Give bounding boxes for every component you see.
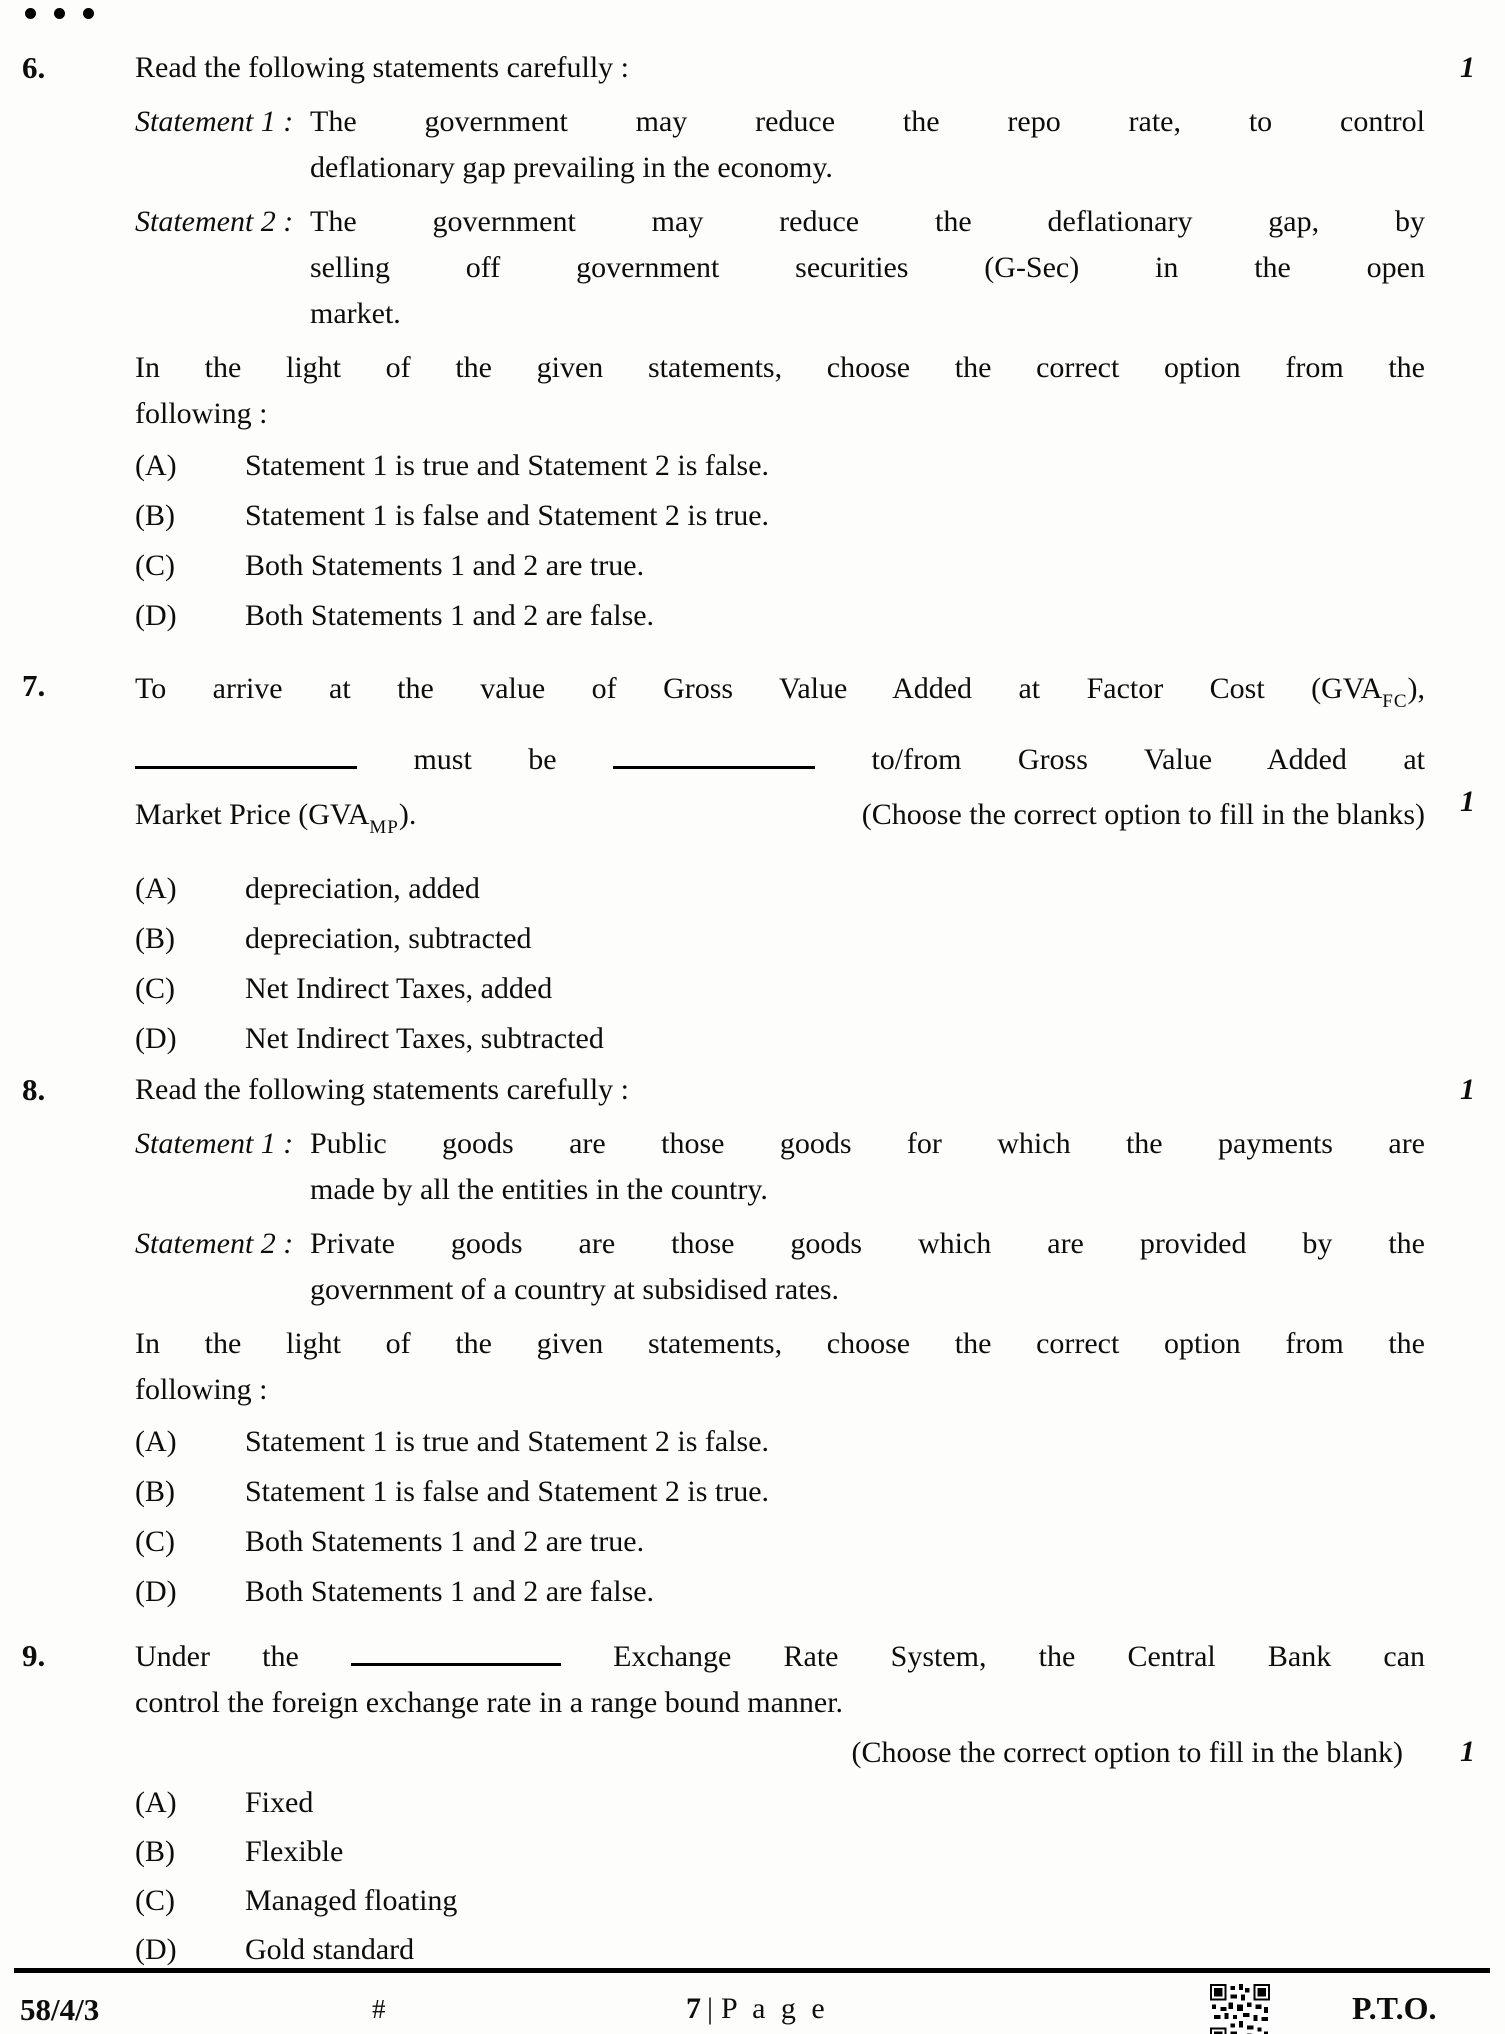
option-text: Both Statements 1 and 2 are true. [245, 1525, 645, 1558]
option-text: Statement 1 is false and Statement 2 is true. [245, 1475, 770, 1508]
statement-line: The government may reduce the deflationary gap, by [310, 205, 1425, 238]
statement-row [135, 1221, 1425, 1313]
fill-in-blank-line [135, 1633, 1425, 1680]
question-6 [0, 45, 1505, 643]
statement-text [310, 199, 1425, 337]
page-word: P a g e [721, 1992, 829, 2025]
question-number: 8. [22, 1072, 46, 1107]
option-text: Statement 1 is true and Statement 2 is false. [245, 1425, 770, 1458]
hash-separator: # [372, 1994, 386, 2024]
dot-icon [54, 8, 65, 19]
option-text: Managed floating [245, 1884, 458, 1917]
footer-rule [14, 1968, 1490, 1973]
question-marks: 1 [1460, 1735, 1475, 1768]
option-text: Net Indirect Taxes, subtracted [245, 1022, 604, 1055]
option-letter: (D) [135, 1933, 177, 1966]
question-7 [0, 663, 1505, 1066]
page-corner-dots-icon [25, 8, 94, 19]
statement-label: Statement 2 : [135, 1227, 294, 1260]
fill-blank-underline [613, 736, 815, 769]
question-9 [0, 1633, 1505, 1976]
option-row [135, 866, 1425, 912]
statement-label: Statement 1 : [135, 1127, 294, 1160]
option-text: Flexible [245, 1835, 344, 1868]
option-text: Statement 1 is true and Statement 2 is false. [245, 449, 770, 482]
closing-line: In the light of the given statements, choose the correct option from the [135, 1327, 1425, 1360]
statement-line: selling off government securities (G-Sec) in the open [310, 251, 1425, 284]
question-closing [135, 345, 1425, 437]
option-letter: (D) [135, 1575, 177, 1608]
option-row [135, 1829, 1425, 1875]
option-row [135, 916, 1425, 962]
option-row [135, 593, 1425, 639]
options-list [135, 866, 1425, 1062]
option-row [135, 1016, 1425, 1062]
option-text: Both Statements 1 and 2 are true. [245, 549, 645, 582]
question-text: Under the [135, 1640, 299, 1673]
fill-blank-underline [351, 1633, 561, 1666]
statement-text [310, 1221, 1425, 1313]
dot-icon [25, 8, 36, 19]
option-row [135, 966, 1425, 1012]
option-row [135, 1419, 1425, 1465]
option-letter: (C) [135, 549, 175, 582]
option-row [135, 1878, 1425, 1924]
statement-text [310, 1121, 1425, 1213]
question-closing [135, 1321, 1425, 1413]
statement-text [310, 99, 1425, 191]
closing-line: following : [135, 397, 268, 430]
question-number: 9. [22, 1638, 46, 1673]
subscript: FC [1382, 691, 1408, 712]
question-text: to/from Gross Value Added at [871, 743, 1425, 776]
pto-label: P.T.O. [1352, 1990, 1437, 2026]
option-text: Net Indirect Taxes, added [245, 972, 553, 1005]
question-number: 7. [22, 668, 46, 703]
option-row [135, 1519, 1425, 1565]
options-list [135, 1780, 1425, 1973]
question-text: Exchange Rate System, the Central Bank can [613, 1640, 1426, 1673]
fill-in-blank-line [135, 734, 1425, 786]
question-marks: 1 [1460, 1073, 1475, 1106]
question-text: must be [413, 743, 557, 776]
statement-line: government of a country at subsidised rates. [310, 1273, 840, 1306]
option-letter: (C) [135, 972, 175, 1005]
question-marks: 1 [1460, 785, 1475, 818]
option-letter: (A) [135, 872, 177, 905]
subscript: MP [369, 817, 399, 838]
option-row [135, 1569, 1425, 1615]
question-text: Market Price (GVA [135, 798, 370, 831]
option-letter: (D) [135, 599, 177, 632]
statement-row [135, 99, 1425, 191]
option-text: Both Statements 1 and 2 are false. [245, 1575, 655, 1608]
closing-line: following : [135, 1373, 268, 1406]
closing-line: In the light of the given statements, choose the correct option from the [135, 351, 1425, 384]
question-text [135, 792, 416, 851]
option-text: depreciation, added [245, 872, 480, 905]
option-letter: (A) [135, 449, 177, 482]
question-8 [0, 1067, 1505, 1619]
statement-label: Statement 2 : [135, 205, 294, 238]
option-text: Fixed [245, 1786, 314, 1819]
option-letter: (B) [135, 499, 175, 532]
options-list [135, 1419, 1425, 1615]
option-text: Gold standard [245, 1933, 415, 1966]
page-number: 7 [686, 1992, 701, 2025]
option-letter: (A) [135, 1425, 177, 1458]
statement-line: deflationary gap prevailing in the economy. [310, 151, 833, 184]
paper-code: 58/4/3 [20, 1992, 100, 2027]
option-letter: (C) [135, 1884, 175, 1917]
dot-icon [83, 8, 94, 19]
option-row [135, 543, 1425, 589]
page-bar: | [707, 1992, 714, 2025]
statement-line: The government may reduce the repo rate, to control [310, 105, 1425, 138]
question-marks: 1 [1460, 51, 1475, 84]
option-row [135, 1469, 1425, 1515]
option-row [135, 1927, 1425, 1973]
question-intro: Read the following statements carefully : [135, 1073, 630, 1106]
question-text: ). [398, 798, 417, 831]
option-letter: (B) [135, 1835, 175, 1868]
question-text: ), [1407, 672, 1425, 705]
question-text: To arrive at the value of Gross Value Added at Factor Cost (GVA [135, 672, 1383, 705]
option-letter: (C) [135, 1525, 175, 1558]
question-text-line [135, 663, 1425, 728]
question-number: 6. [22, 50, 46, 85]
statement-row [135, 1121, 1425, 1213]
choose-hint: (Choose the correct option to fill in the blanks) [861, 798, 1425, 831]
statement-line: market. [310, 297, 401, 330]
option-letter: (D) [135, 1022, 177, 1055]
question-intro: Read the following statements carefully : [135, 51, 630, 84]
option-letter: (B) [135, 922, 175, 955]
question-text-line: control the foreign exchange rate in a range bound manner. [135, 1686, 844, 1719]
statement-line: made by all the entities in the country. [310, 1173, 768, 1206]
question-text-line [135, 792, 1425, 851]
option-text: Both Statements 1 and 2 are false. [245, 599, 655, 632]
option-letter: (A) [135, 1786, 177, 1819]
qr-code [1210, 1984, 1270, 2034]
statement-line: Public goods are those goods for which the payments are [310, 1127, 1425, 1160]
statement-line: Private goods are those goods which are provided by the [310, 1227, 1425, 1260]
option-row [135, 493, 1425, 539]
statement-row [135, 199, 1425, 337]
option-text: Statement 1 is false and Statement 2 is true. [245, 499, 770, 532]
option-letter: (B) [135, 1475, 175, 1508]
option-text: depreciation, subtracted [245, 922, 532, 955]
options-list [135, 443, 1425, 639]
option-row [135, 1780, 1425, 1826]
fill-blank-underline [135, 736, 357, 769]
page-indicator [686, 1992, 829, 2026]
choose-hint: (Choose the correct option to fill in the blank) [851, 1736, 1403, 1769]
statement-label: Statement 1 : [135, 105, 294, 138]
option-row [135, 443, 1425, 489]
